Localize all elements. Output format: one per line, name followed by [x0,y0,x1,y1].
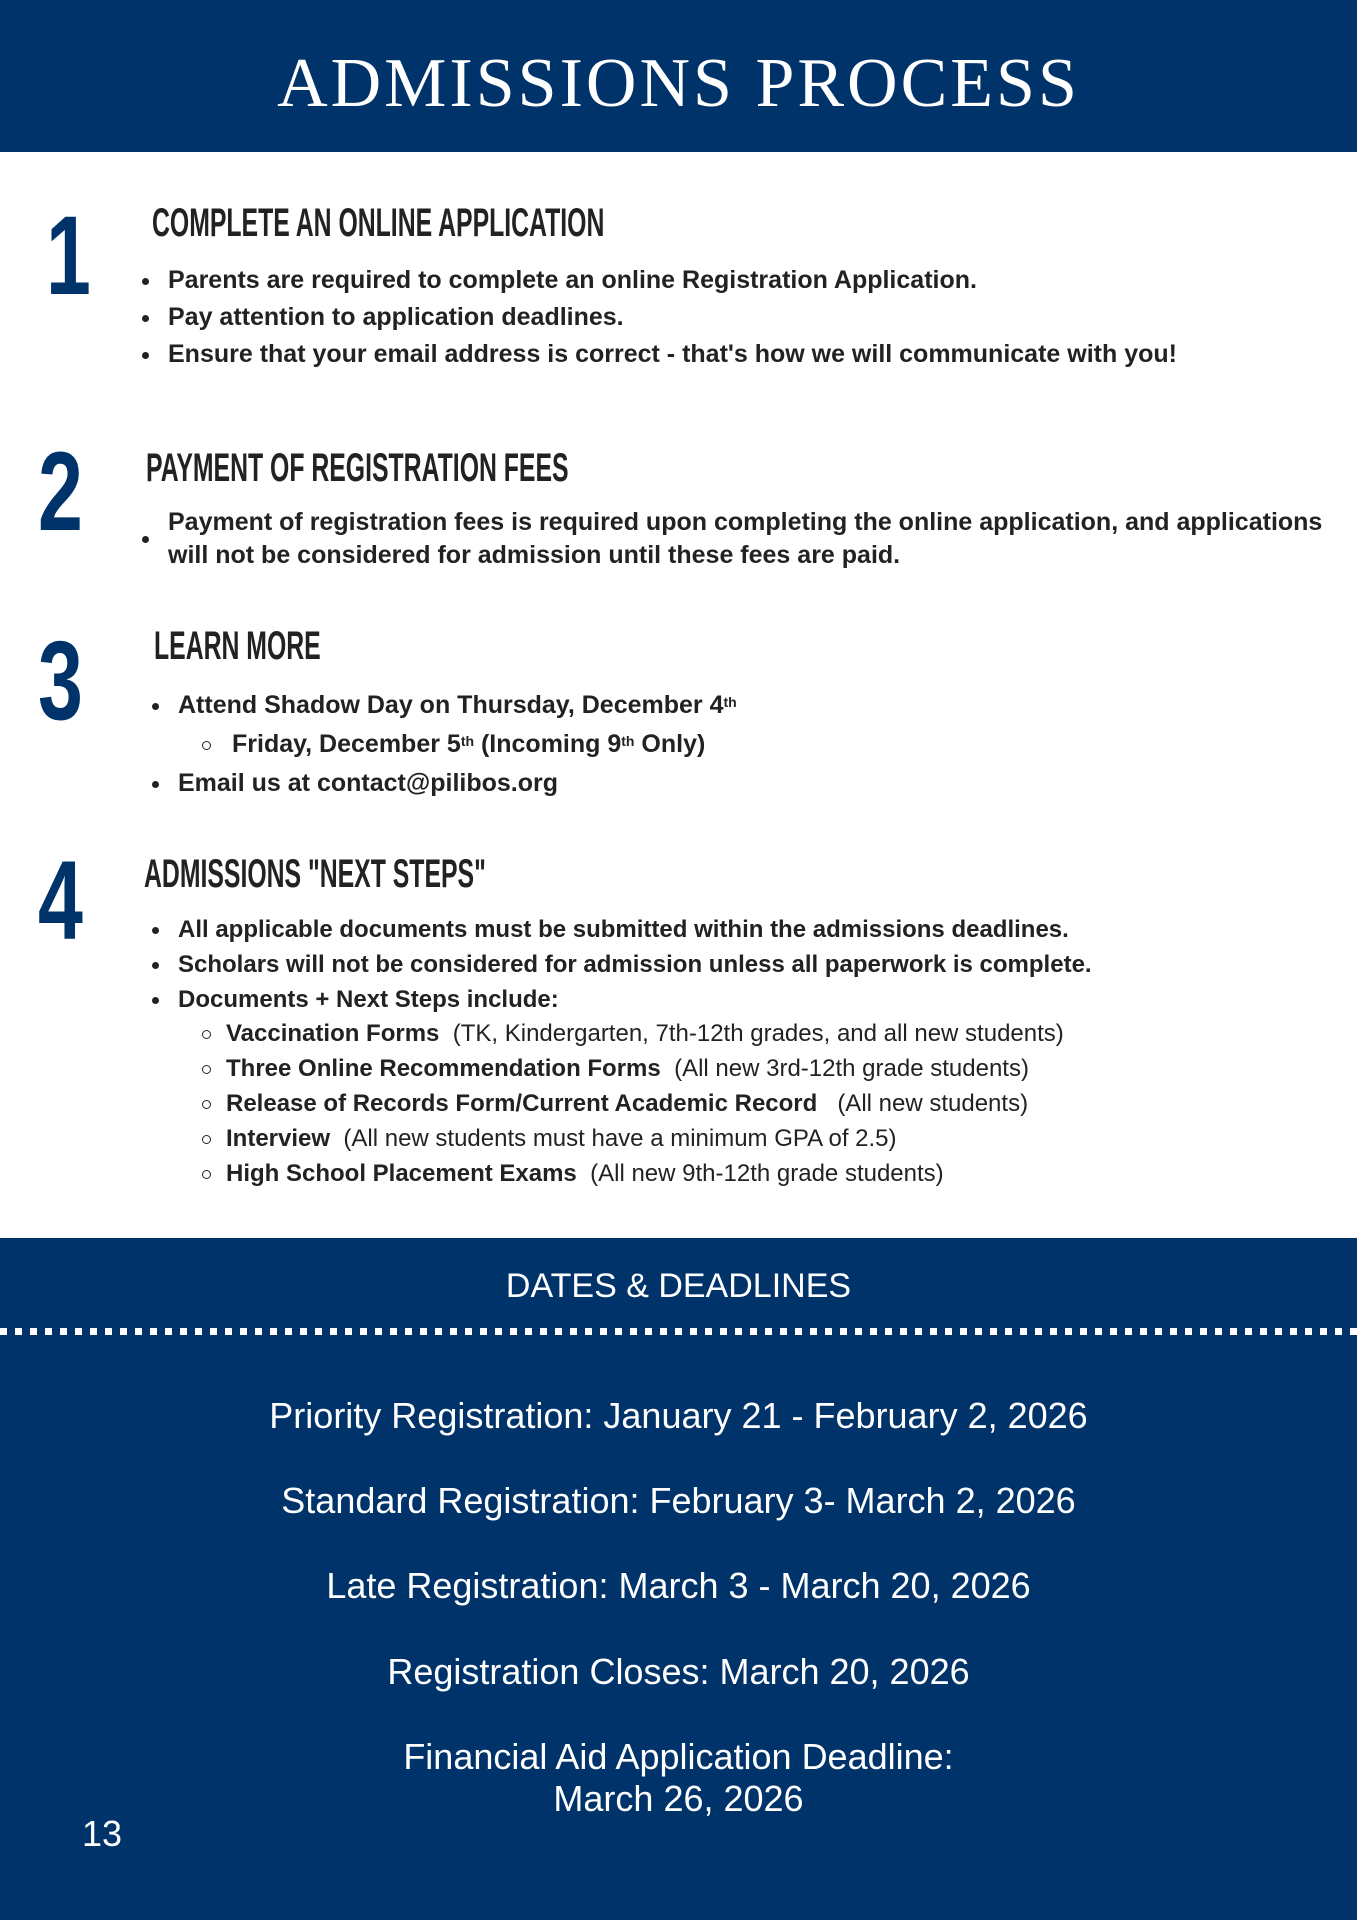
step-2-title: PAYMENT OF REGISTRATION FEES [146,446,569,490]
dates-title: DATES & DEADLINES [505,1267,852,1305]
list-item: Parents are required to complete an online Registration Application. [138,262,1177,299]
step-3-number: 3 [38,618,83,743]
list-item: Scholars will not be considered for admission unless all paperwork is complete. [148,947,1092,982]
list-item: Documents + Next Steps include: [148,982,1092,1017]
step-4-number: 4 [38,838,83,963]
page-title: ADMISSIONS PROCESS [277,45,1080,122]
dates-deadlines-section [0,1238,1357,1920]
document-item: Release of Records Form/Current Academic Record (All new students) [148,1086,1064,1121]
list-item: All applicable documents must be submitted within the admissions deadlines. [148,912,1092,947]
document-item: Vaccination Forms (TK, Kindergarten, 7th-12th grades, and all new students) [148,1016,1064,1051]
contact-email-item[interactable]: Email us at contact@pilibos.org [148,764,737,803]
standard-registration: Standard Registration: February 3- March 2, 2026 [281,1480,1076,1521]
document-item: Interview (All new students must have a minimum GPA of 2.5) [148,1121,1064,1156]
step-3-list [148,686,737,803]
step-2-number: 2 [38,429,83,554]
priority-registration: Priority Registration: January 21 - February 2, 2026 [269,1395,1088,1436]
document-item: Three Online Recommendation Forms (All new 3rd-12th grade students) [148,1051,1064,1086]
shadow-day-sub-item: Friday, December 5th (Incoming 9th Only) [148,725,737,764]
late-registration: Late Registration: March 3 - March 20, 2026 [326,1565,1031,1606]
documents-list [148,1016,1064,1191]
step-1-list [138,262,1177,373]
document-item: High School Placement Exams (All new 9th-12th grade students) [148,1156,1064,1191]
page-number: 13 [82,1813,123,1854]
step-3-title: LEARN MORE [154,624,321,668]
step-4-list [148,912,1092,1017]
step-1-title: COMPLETE AN ONLINE APPLICATION [152,201,605,245]
shadow-day-item: Attend Shadow Day on Thursday, December 4th [148,686,737,725]
list-item: Ensure that your email address is correct - that's how we will communicate with you! [138,336,1177,373]
financial-aid-deadline-date: March 26, 2026 [553,1778,804,1819]
registration-closes: Registration Closes: March 20, 2026 [387,1651,970,1692]
list-item: Payment of registration fees is required upon completing the online application, and applications will not be considered for admission until these fees are paid. [138,506,1338,572]
step-2-list [138,506,1338,572]
page-header [0,0,1357,152]
financial-aid-deadline-label: Financial Aid Application Deadline: [403,1736,954,1777]
step-1-number: 1 [46,193,91,318]
step-4-title: ADMISSIONS "NEXT STEPS" [144,852,486,896]
dotted-divider [0,1328,1357,1335]
list-item: Pay attention to application deadlines. [138,299,1177,336]
